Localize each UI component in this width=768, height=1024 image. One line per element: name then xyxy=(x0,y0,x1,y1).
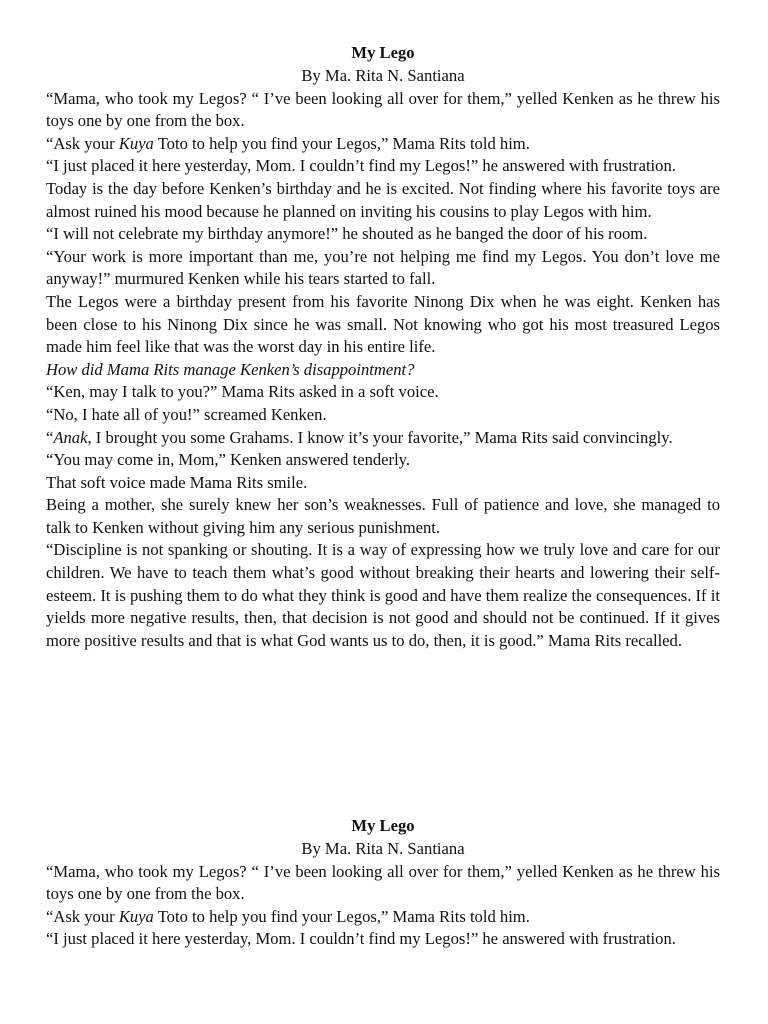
paragraph-text: “ xyxy=(46,427,54,447)
paragraph-text: “Mama, who took my Legos? “ I’ve been looking all over for them,” yelled Kenken as he threw his toys one by one from the box. xyxy=(46,88,720,131)
story-paragraph xyxy=(46,381,720,404)
italic-word: Kuya xyxy=(118,906,154,926)
story-paragraph xyxy=(46,906,720,929)
story-paragraph xyxy=(46,861,720,906)
paragraph-text: How did Mama Rits manage Kenken’s disappointment? xyxy=(46,359,415,379)
story-paragraph xyxy=(46,539,720,652)
story-paragraph xyxy=(46,88,720,133)
discussion-question xyxy=(46,359,720,382)
story-byline: By Ma. Rita N. Santiana xyxy=(301,66,465,85)
story-title: My Lego xyxy=(351,43,415,62)
paragraph-text: “Discipline is not spanking or shouting. It is a way of expressing how we truly love and care for our children. We have to teach them what’s good without breaking their hearts and lowering their self-esteem. It is pushing them to do what they think is good and have them realize the consequences. If it yields more negative results, then, that decision is not good and should not be continued. If it gives more positive results and that is what God wants us to do, then, it is good.” Mama Rits recalled. xyxy=(46,540,720,650)
story-title: My Lego xyxy=(351,816,415,835)
story-body xyxy=(46,861,720,951)
paragraph-text: The Legos were a birthday present from his favorite Ninong Dix when he was eight. Kenken has been close to his Ninong Dix since he was small. Not knowing who got his most treasured Legos made him feel like that was the worst day in his entire life. xyxy=(46,291,720,357)
story-paragraph xyxy=(46,155,720,178)
story-paragraph xyxy=(46,291,720,359)
story-paragraph xyxy=(46,449,720,472)
italic-word: Kuya xyxy=(118,133,154,153)
paragraph-text: “Ken, may I talk to you?” Mama Rits asked in a soft voice. xyxy=(46,382,439,402)
paragraph-text: “You may come in, Mom,” Kenken answered tenderly. xyxy=(46,450,411,470)
paragraph-text: “Ask your xyxy=(46,906,119,926)
story-paragraph xyxy=(46,404,720,427)
paragraph-text: That soft voice made Mama Rits smile. xyxy=(46,472,308,492)
story-paragraph xyxy=(46,246,720,291)
paragraph-text: Toto to help you find your Legos,” Mama Rits told him. xyxy=(153,906,530,926)
story-paragraph xyxy=(46,178,720,223)
paragraph-text: “Ask your xyxy=(46,133,119,153)
story-paragraph xyxy=(46,133,720,156)
story-paragraph xyxy=(46,472,720,495)
story-block-repeat xyxy=(46,814,720,951)
paragraph-text: Today is the day before Kenken’s birthday and he is excited. Not finding where his favorite toys are almost ruined his mood because he planned on inviting his cousins to play Legos with him. xyxy=(46,178,720,221)
paragraph-text: Being a mother, she surely knew her son’s weaknesses. Full of patience and love, she managed to talk to Kenken without giving him any serious punishment. xyxy=(46,495,720,537)
italic-word: Anak xyxy=(53,427,88,447)
paragraph-text: Toto to help you find your Legos,” Mama Rits told him. xyxy=(153,133,530,153)
paragraph-text: “I just placed it here yesterday, Mom. I couldn’t find my Legos!” he answered with frustration. xyxy=(46,929,676,949)
story-body xyxy=(46,88,720,653)
story-paragraph xyxy=(46,427,720,450)
story-paragraph xyxy=(46,223,720,246)
paragraph-text: “Your work is more important than me, you’re not helping me find my Legos. You don’t love me anyway!” murmured Kenken while his tears started to fall. xyxy=(46,246,720,289)
story-paragraph xyxy=(46,494,720,539)
paragraph-text: “No, I hate all of you!” screamed Kenken. xyxy=(46,404,327,424)
paragraph-text: “Mama, who took my Legos? “ I’ve been looking all over for them,” yelled Kenken as he threw his toys one by one from the box. xyxy=(46,861,720,904)
paragraph-text: “I just placed it here yesterday, Mom. I couldn’t find my Legos!” he answered with frustration. xyxy=(46,156,676,176)
story-paragraph xyxy=(46,928,720,951)
paragraph-text: “I will not celebrate my birthday anymore!” he shouted as he banged the door of his room. xyxy=(46,224,648,244)
paragraph-text: , I brought you some Grahams. I know it’s your favorite,” Mama Rits said convincingly. xyxy=(87,427,673,447)
story-byline: By Ma. Rita N. Santiana xyxy=(301,839,465,858)
story-block xyxy=(46,41,720,652)
